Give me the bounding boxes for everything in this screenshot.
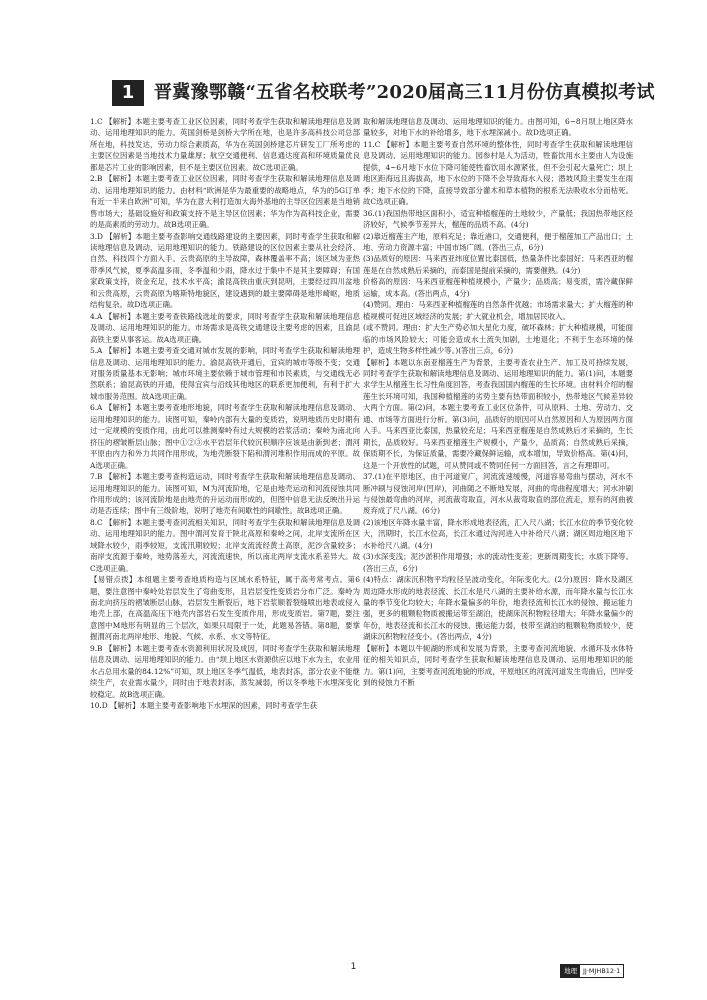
answer-paragraph: (2)该地区年降水量丰富，降水形成地表径流，汇入尺八湖；长江水位的季节变化较大，汛期时，长江水位高，长江水通过沟河进入中补给尺八湖；湖区周边地区地下水补给尺八湖。(4分) — [363, 517, 633, 550]
answer-paragraph: 【解析】本题以东南亚榴莲生产为背景，主要考查农业生产、加工及可持续发展，同时考查学生获取和解读地理信息及调动、运用地理知识的能力。第(1)问，本题要求学生从榴莲生长习性角度回答，考查我国国内榴莲的生长环境。由材料介绍的榴莲生长环境可知，我国种植榴莲的劣势主要有热带面积较小，热带地区气候差异较大两个方面。第(2)问，本题主要考查工业区位条件，可从原料、土地、劳动力、交通、市场等方面进行分析。第(3)问，品质好的原因可从自然原因和人为原因两方面入手。马来西亚比泰国，热量较充足；马来西亚榴莲是自然成熟后才采摘的，生长期长，品质较好。马来西亚榴莲生产规模小，产量少，品质高；自然成熟后采摘，保质期不长，为保证质量，需要冷藏保鲜运输，成本增加，导致价格高。第(4)问，这是一个开放性的试题，可从赞同或不赞同任何一方面回答，言之有理即可。 — [363, 357, 633, 470]
paper-code: JJ·MJHB12·1 — [583, 967, 621, 975]
answer-paragraph: 7.B 【解析】本题主要考查构造运动，同时考查学生获取和解读地理信息及调动、运用地理知识的能力。读图可知，M为河流阶地，它是由地壳运动和河流侵蚀共同作用形成的；该河流阶地是由地壳的升运动而形成的，但图中信息无法反映出升运动是否连续；图中有三级阶地，说明了地壳有间歇性的间歇性。故B选项正确。 — [90, 472, 360, 516]
answer-paragraph: 3.D 【解析】本题主要考查影响交通线路建设的主要因素，同时考查学生获取和解读地理信息及调动、运用地理知识的能力。铁路建设的区位因素主要从社会经济、自然、科技四个方面入手。云贵高原的主导故障，森林覆盖率不高；该区域为亚热带季风气候，夏季高温多雨，冬季温和少雨，降水过于集中不是其主要障碍；有国家政策支持，资金充足，技术水平高；渝昆高铁由重庆到昆明，主要经过四川盆地和云贵高原，云贵高原为喀斯特地貌区，建设遇到的最主要障碍是地形崎岖，地质结构复杂。故D选项正确。 — [90, 231, 360, 310]
answer-column-left — [90, 116, 360, 956]
answer-paragraph: 9.B 【解析】本题主要考查水资源利用状况及成因，同时考查学生获取和解读地理信息及调动、运用地理知识的能力。由“坝上地区水资源供应以地下水为主，农业用水占总用水量的84.12%”可知，坝上地区冬季气温低，地表封冻，部分农业不能继续生产，农业需水量少，同时由于地表封冻，蒸发减弱，所以冬季地下水埋深变化较稳定。故B选项正确。 — [90, 643, 360, 699]
answer-paragraph: 取和解读地理信息及调动、运用地理知识的能力。由图可知，6~8月坝上地区降水量较多，对地下水的补给增多，地下水埋深减小。故D选项正确。 — [363, 117, 633, 138]
answer-paragraph: (4)赞同。理由：马来西亚种植榴莲的自然条件优越；市场需求量大；扩大榴莲的种植规模可促进区域经济的发展；扩大就业机会，增加居民收入。 — [363, 300, 633, 321]
subject-label: 地理 — [561, 965, 580, 977]
answer-paragraph: 11.C 【解析】本题主要考查自然环境的整体性，同时考查学生获取和解读地理信息及调动、运用地理知识的能力。园参村是人为活动，牲畜饮用水主要由人为设施提供，4~6月地下水位下降可能使牲畜饮用水源紧张，但不会引起大量死亡；坝上地区距海远且海拔高，地下水位的下降不会导致海水入侵；潜坡风险主要发生在雨季；地下水位的下降，直接导致部分灌木和草本植物的根系无法吸收水分而枯死。故C选项正确。 — [363, 139, 633, 207]
answer-paragraph: 8.C 【解析】本题主要考查河流相关知识，同时考查学生获取和解读地理信息及调动、运用地理知识的能力。图中渭河发育于陕北高原和秦岭之间，北岸支流所在区域降水较少，雨季较短，支流汛期较短；北岸支流流经黄土高原，泥沙含量较多；南岸支流源于秦岭，地势落差大，河流流速快，所以南北两岸支流水系差异大。故C选项正确。 — [90, 517, 360, 573]
answer-paragraph: (3)品质好的原因：马来西亚纬度位置比泰国低，热量条件比泰国好；马来西亚的榴莲是在自然成熟后采摘的，而泰国是提前采摘的，需要催熟。(4分) — [363, 254, 633, 275]
answer-paragraph: 价格高的原因：马来西亚榴莲种植规模小，产量少；品质高；易变质，需冷藏保鲜运输，成本高。(答出两点，4分) — [363, 277, 633, 298]
page-header — [112, 80, 655, 106]
answer-paragraph: (2)靠近榴莲主产地，原料充足；靠近港口，交通便利，便于榴莲加工产品出口；土地、劳动力资源丰富；中国市场广阔。(答出三点，6分) — [363, 231, 633, 252]
answer-column-right — [363, 116, 633, 956]
answer-paragraph: 1.C 【解析】本题主要考查工业区位因素，同时考查学生获取和解读地理信息及调动、运用地理知识的能力。英国剑桥是剑桥大学所在地，也是许多高科技公司总部所在地，科技发达，劳动力综合素质高，华为在英国剑桥建芯片研发工厂所考虑的主要区位因素是当地技术力量雄厚；航空交通便利、信息通达度高和环境质量优良都是芯片工业的影响因素，但不是主要区位因素。故C选项正确。 — [90, 117, 360, 172]
answer-paragraph: 【易错点拨】本组题主要考查地质构造与区域水系特征，属于高考常考点。第6题，要注意图中秦岭处岩层发生了弯曲变形，且岩层变性变质岩分布广泛。秦岭为南北向挤压的褶皱断层山脉，岩层发生断裂后，地下岩浆顺着裂缝喷出地表或侵入地壳上部，在高温高压下地壳内部岩石发生变质作用，形成变质岩。第7题，要注意图中M地形有明显的三个层次，如果只局限于一处，此题易答错。第8题，要掌握渭河南北两岸地形、地貌、气候、水系、水文等特征。 — [90, 575, 360, 642]
page-number: 1 — [350, 962, 357, 972]
answer-paragraph: 5.A 【解析】本题主要考查交通对城市发展的影响，同时考查学生获取和解读地理信息及调动、运用地理知识的能力。渝昆高铁开通后，宜宾的城市等级不变；交通对服务质量基本无影响；城市环境主要依赖于城市管理和市民素质，与交通线无必然联系；渝昆高铁的开通，使得宜宾与沿线其他地区的联系更加便利，有利于扩大城市服务范围。故A选项正确。 — [90, 346, 360, 401]
answer-paragraph: (4)特点：湖床沉积物平均粒径呈波动变化，年际变化大。(2分)原因：降水及湖区周边降水形成的地表径流、长江水是尺八湖的主要补给水源，而年降水量与长江水量的季节变化均较大；年降水量偏多的年份，地表径流和长江水的侵蚀、搬运能力强，更多的粗颗粒物质被搬运带至湖泊，使湖床沉积物粒径增大；年降水量偏少的年份，地表径流和长江水的侵蚀、搬运能力弱，枝带至湖泊的粗颗粒物质较少，使湖床沉积物粒径变小。(答出两点，4分) — [363, 575, 633, 642]
answer-paragraph: 36.(1)我国热带地区面积小，适宜种植榴莲的土地较少，产量低；我国热带地区经济较好，气候季节差异大，榴莲的品质不高。(4分) — [363, 208, 633, 230]
answer-paragraph: 10.D 【解析】本题主要考查影响地下水埋深的因素，同时考查学生获 — [90, 701, 317, 711]
answer-paragraph: 37.(1)在平原地区，由于河道宽广，河流流速缓慢，河道容易弯曲与摆动，河水不断冲刷与侵蚀河岸(凹岸)，河曲随之不断地发展，河曲的弯曲程度增大；河水冲刷与侵蚀最弯曲的河岸，河流裁弯取直，河水从裁弯取直的部位流走，原有的河曲被废弃成了尺八湖。(6分) — [363, 472, 633, 516]
answer-paragraph: (或不赞同。理由：扩大生产势必加大星化力度，破坏森林；扩大种植规模，可能面临的市场风险较大；可能会造成水土流失加剧，土地退化；不利于生态环境的保护，造成生物多样性减少等。)(答出三点，6分) — [363, 323, 633, 356]
answer-paragraph: 【解析】本题以牛轭湖的形成和发展为背景，主要考查河流地貌、水循环及水体特征的相关知识点，同时考查学生获取和解读地理信息及调动、运用地理知识的能力。第(1)问，主要考查河流地貌的形成，平原地区的河流河道发生弯曲后，凹岸受到的侵蚀力不断 — [363, 643, 633, 688]
answer-paragraph: (3)水深变浅；泥沙淤积作用增强；水的流动性变差；更新周期变长；水质下降等。(答出三点，6分) — [363, 552, 633, 573]
answer-paragraph: 2.B 【解析】本题主要考查工业区位因素，同时考查学生获取和解读地理信息及调动、运用地理知识的能力。由材料“欧洲是华为最重要的战略地点，华为的5G订单有近一半来自欧洲”可知，华为在意大利打造加大海外基地的主导区位因素是当地销售市场大；基础设施好和政策支持不是主导区位因素；华为作为高科技企业，需要的是高素质的劳动力。故B选项正确。 — [90, 174, 360, 230]
exam-title: 晋冀豫鄂赣“五省名校联考”2020届高三11月份仿真模拟考试 — [154, 82, 655, 103]
answer-paragraph: 6.A 【解析】本题主要考查地形地貌，同时考查学生获取和解读地理信息及调动、运用地理知识的能力。读图可知，秦岭内部有大量的变质岩，说明地质历史时期有过一定规模的变质作用，由此可以推测秦岭有过大规模的岩浆活动；秦岭为南北向挤压的褶皱断层山脉；图中①②③水平岩层年代较沉积顺序应该是由新到老；渭河平原由内力和外力共同作用形成，为地壳断裂下陷和渭河堆积作用而成的平原。故A选项正确。 — [90, 403, 360, 470]
answer-paragraph: 4.A 【解析】本题主要考查铁路线选址的要求，同时考查学生获取和解读地理信息及调动、运用地理知识的能力。市场需求是高铁交通建设主要考虑的因素，且渝昆高铁主要从事客运。故A选项正确。 — [90, 311, 360, 344]
section-badge: 1 — [112, 80, 144, 106]
footer-code-box — [560, 964, 624, 978]
